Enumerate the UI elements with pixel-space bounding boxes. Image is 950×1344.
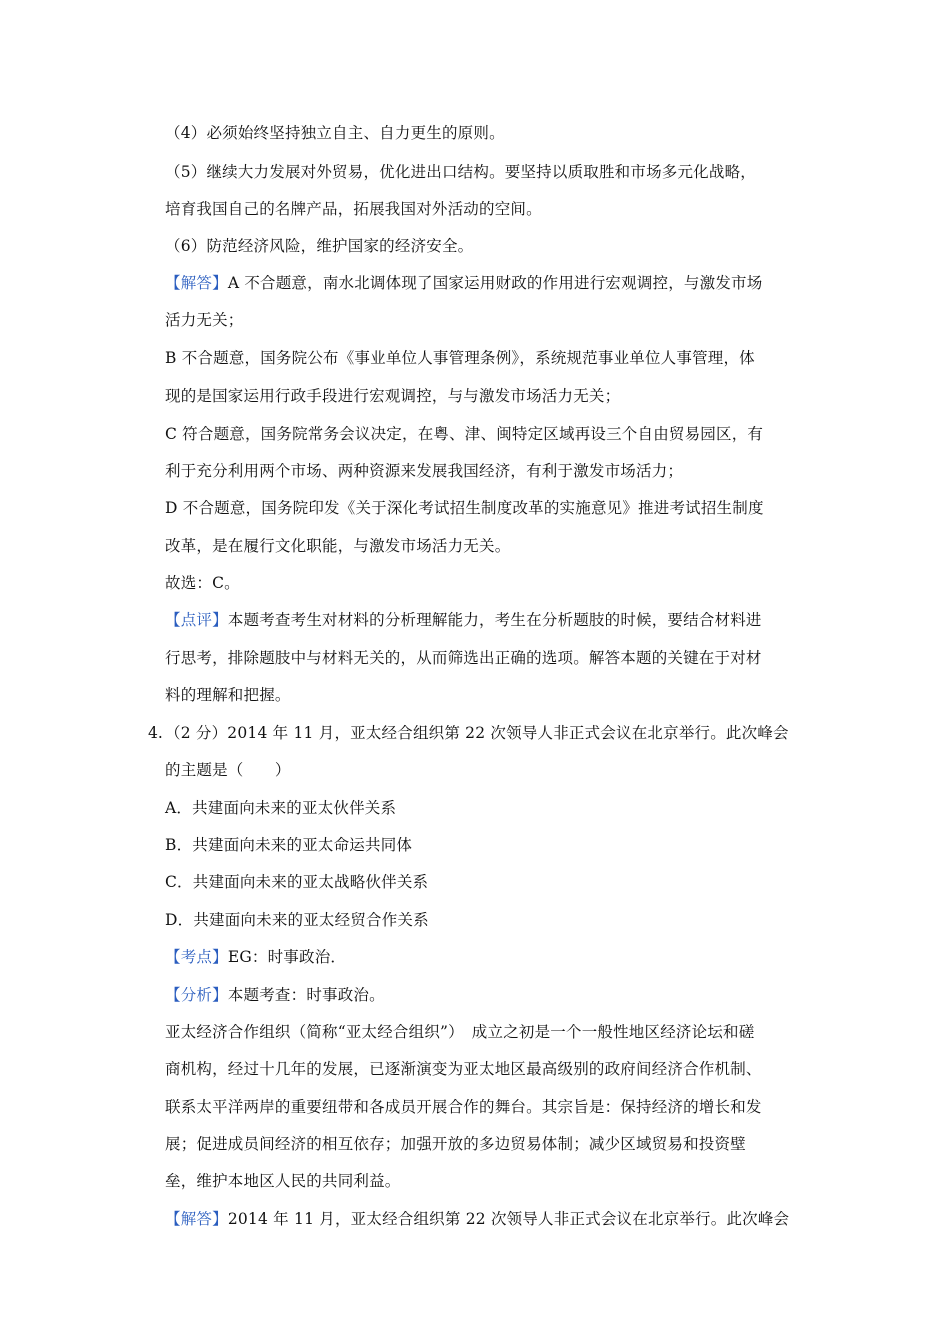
answer-choice: 故选：C。 [165,574,240,592]
answer-a-line1: A 不合题意，南水北调体现了国家运用财政的作用进行宏观调控，与激发市场 [227,274,763,292]
answer-c-line2: 利于充分利用两个市场、两种资源来发展我国经济，有利于激发市场活力； [165,462,684,480]
kaodian-text: EG：时事政治． [227,948,347,966]
option-b: B．共建面向未来的亚太命运共同体 [165,836,413,854]
jieda-line [165,1209,815,1229]
answer-a-line2: 活力无关； [165,311,244,329]
review-line2: 行思考，排除题肢中与材料无关的，从而筛选出正确的选项。解答本题的关键在于对材 [165,649,762,667]
fenxi-text: 本题考查：时事政治。 [227,986,385,1004]
review-text-1: 本题考查考生对材料的分析理解能力，考生在分析题肢的时候，要结合材料进 [227,611,762,629]
option-a: A．共建面向未来的亚太伙伴关系 [165,799,397,817]
option-c: C．共建面向未来的亚太战略伙伴关系 [165,873,429,891]
jieda-text: 2014 年 11 月，亚太经合组织第 22 次领导人非正式会议在北京举行。此次峰会 [227,1210,790,1228]
review-tag: 【点评】 [165,611,228,629]
analysis-para-line2: 商机构，经过十几年的发展，已逐渐演变为亚太地区最高级别的政府间经济合作机制、 [165,1060,762,1078]
answer-b-line2: 现的是国家运用行政手段进行宏观调控，与与激发市场活力无关； [165,387,621,405]
fenxi-line [165,985,815,1005]
item-5-line2: 培育我国自己的名牌产品，拓展我国对外活动的空间。 [165,200,542,218]
item-6: （6）防范经济风险，维护国家的经济安全。 [165,237,474,255]
jieda-tag: 【解答】 [165,1210,228,1228]
answer-d-line1: D 不合题意，国务院印发《关于深化考试招生制度改革的实施意见》推进考试招生制度 [165,499,764,517]
kaodian-line [165,947,815,967]
item-5-line1: （5）继续大力发展对外贸易，优化进出口结构。要坚持以质取胜和市场多元化战略， [165,163,756,181]
answer-tag: 【解答】 [165,274,228,292]
item-4: （4）必须始终坚持独立自主、自力更生的原则。 [165,124,505,142]
analysis-para-line3: 联系太平洋两岸的重要纽带和各成员开展合作的舞台。其宗旨是：保持经济的增长和发 [165,1098,762,1116]
fenxi-tag: 【分析】 [165,986,228,1004]
q3-answer-line1 [165,273,815,293]
q4-stem-line1: （2 分）2014 年 11 月，亚太经合组织第 22 次领导人非正式会议在北京举行。此次峰会 [165,724,789,742]
review-line1 [165,610,815,630]
review-line3: 料的理解和把握。 [165,686,291,704]
analysis-para-line5: 垒，维护本地区人民的共同利益。 [165,1172,401,1190]
answer-d-line2: 改革，是在履行文化职能，与激发市场活力无关。 [165,537,511,555]
q4-stem-line2: 的主题是（ ） [165,761,291,779]
kaodian-tag: 【考点】 [165,948,228,966]
answer-b-line1: B 不合题意，国务院公布《事业单位人事管理条例》，系统规范事业单位人事管理，体 [165,349,755,367]
option-d: D．共建面向未来的亚太经贸合作关系 [165,911,429,929]
answer-c-line1: C 符合题意，国务院常务会议决定，在粤、津、闽特定区域再设三个自由贸易园区，有 [165,425,764,443]
question-number: 4. [148,724,163,742]
analysis-para-line1: 亚太经济合作组织（简称“亚太经合组织”） 成立之初是一个一般性地区经济论坛和磋 [165,1023,755,1041]
analysis-para-line4: 展；促进成员间经济的相互依存；加强开放的多边贸易体制；减少区域贸易和投资壁 [165,1135,746,1153]
